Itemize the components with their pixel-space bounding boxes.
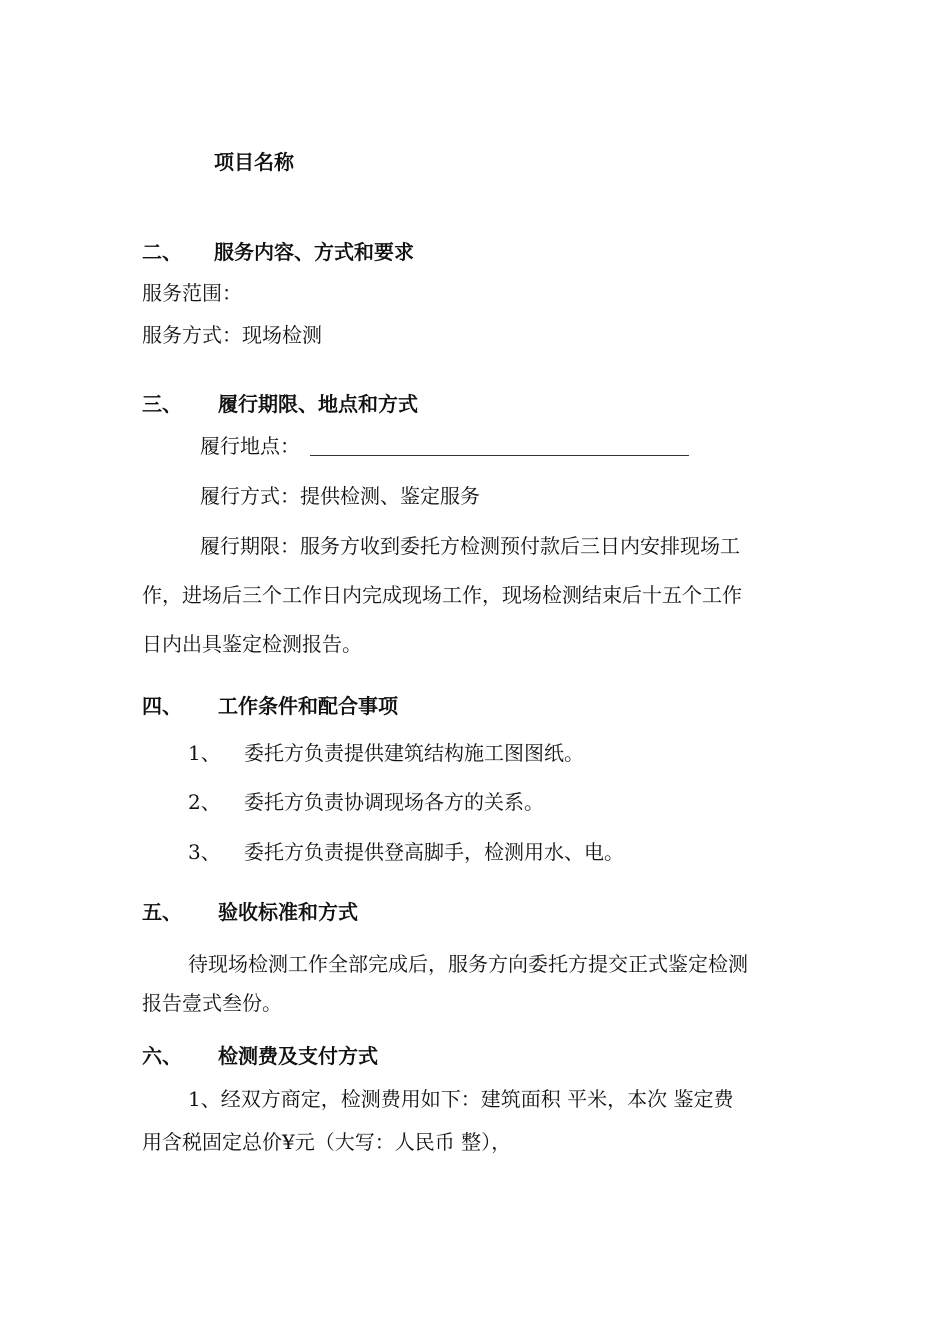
section-6-number: 六、 [142,1044,182,1068]
section-2-number: 二、 [142,240,182,264]
performance-period-line-2: 作，进场后三个工作日内完成现场工作，现场检测结束后十五个工作 [142,583,742,607]
service-method: 服务方式：现场检测 [142,323,322,347]
performance-method: 履行方式：提供检测、鉴定服务 [200,484,480,508]
location-blank-line [310,455,689,456]
section-5-number: 五、 [142,900,182,924]
performance-period-line-3: 日内出具鉴定检测报告。 [142,632,362,656]
project-name-label: 项目名称 [214,150,294,174]
condition-item-3-text: 委托方负责提供登高脚手，检测用水、电。 [244,840,624,864]
service-scope: 服务范围： [142,281,242,305]
condition-item-3-number: 3、 [188,840,221,864]
performance-period-line-1: 履行期限：服务方收到委托方检测预付款后三日内安排现场工 [200,534,740,558]
section-3-title: 履行期限、地点和方式 [218,392,418,416]
section-4-number: 四、 [142,694,182,718]
section-2-title: 服务内容、方式和要求 [214,240,414,264]
fee-line-2: 用含税固定总价¥元（大写：人民币 整）， [142,1130,512,1154]
section-3-number: 三、 [142,392,182,416]
section-5-title: 验收标准和方式 [218,900,358,924]
condition-item-1-text: 委托方负责提供建筑结构施工图图纸。 [244,741,584,765]
location-label: 履行地点： [200,434,300,458]
section-6-title: 检测费及支付方式 [218,1044,378,1068]
condition-item-2-text: 委托方负责协调现场各方的关系。 [244,790,544,814]
acceptance-line-2: 报告壹式叁份。 [142,991,282,1015]
section-4-title: 工作条件和配合事项 [218,694,398,718]
condition-item-1-number: 1、 [188,741,221,765]
fee-line-1: 1、经双方商定，检测费用如下：建筑面积 平米，本次 鉴定费 [188,1087,734,1111]
condition-item-2-number: 2、 [188,790,221,814]
acceptance-line-1: 待现场检测工作全部完成后，服务方向委托方提交正式鉴定检测 [188,952,748,976]
